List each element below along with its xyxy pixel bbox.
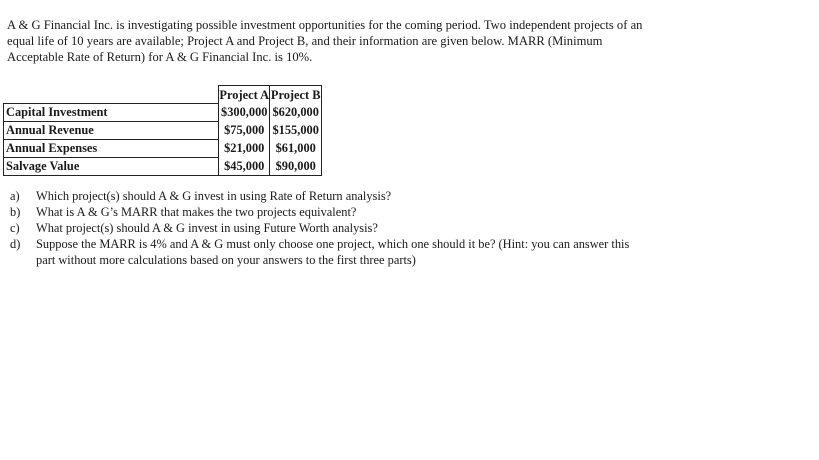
question-text: Which project(s) should A & G invest in using Rate of Return analysis? — [36, 189, 392, 203]
cell-capital-investment-a: $300,000 — [219, 103, 270, 121]
question-item — [10, 204, 630, 220]
table-corner — [4, 86, 219, 104]
row-label-annual-revenue: Annual Revenue — [4, 121, 219, 139]
cell-salvage-value-a: $45,000 — [219, 157, 270, 175]
question-letter: c) — [10, 221, 20, 235]
problem-statement: A & G Financial Inc. is investigating possible investment opportunities for the coming period. Two independent projects of an equal life of 10 years are available; Project A and Project B, and their information are given below. MARR (Minimum Acceptable Rate of Return) for A & G Financial Inc. is 10%. — [7, 18, 643, 64]
question-letter: d) — [10, 237, 21, 251]
question-letter: a) — [10, 189, 20, 203]
question-item — [10, 188, 630, 204]
cell-annual-expenses-a: $21,000 — [219, 139, 270, 157]
table-header-row — [4, 86, 322, 104]
project-data-table — [3, 85, 322, 176]
cell-annual-revenue-b: $155,000 — [270, 121, 321, 139]
cell-capital-investment-b: $620,000 — [270, 103, 321, 121]
row-label-salvage-value: Salvage Value — [4, 157, 219, 175]
question-item — [10, 220, 630, 236]
question-item — [10, 236, 630, 268]
row-label-annual-expenses: Annual Expenses — [4, 139, 219, 157]
table-row — [4, 121, 322, 139]
question-list — [10, 188, 630, 268]
table-row — [4, 103, 322, 121]
table-row — [4, 139, 322, 157]
cell-annual-expenses-b: $61,000 — [270, 139, 321, 157]
question-text: What project(s) should A & G invest in using Future Worth analysis? — [36, 221, 378, 235]
question-text: Suppose the MARR is 4% and A & G must only choose one project, which one should it be? (Hint: you can answer this part without more calculations based on your answers to the first three parts) — [36, 237, 630, 267]
table-row — [4, 157, 322, 175]
question-letter: b) — [10, 205, 21, 219]
cell-annual-revenue-a: $75,000 — [219, 121, 270, 139]
row-label-capital-investment: Capital Investment — [4, 103, 219, 121]
header-project-b: Project B — [270, 87, 321, 102]
header-project-a: Project A — [219, 87, 270, 102]
cell-salvage-value-b: $90,000 — [270, 157, 321, 175]
question-text: What is A & G’s MARR that makes the two projects equivalent? — [36, 205, 357, 219]
